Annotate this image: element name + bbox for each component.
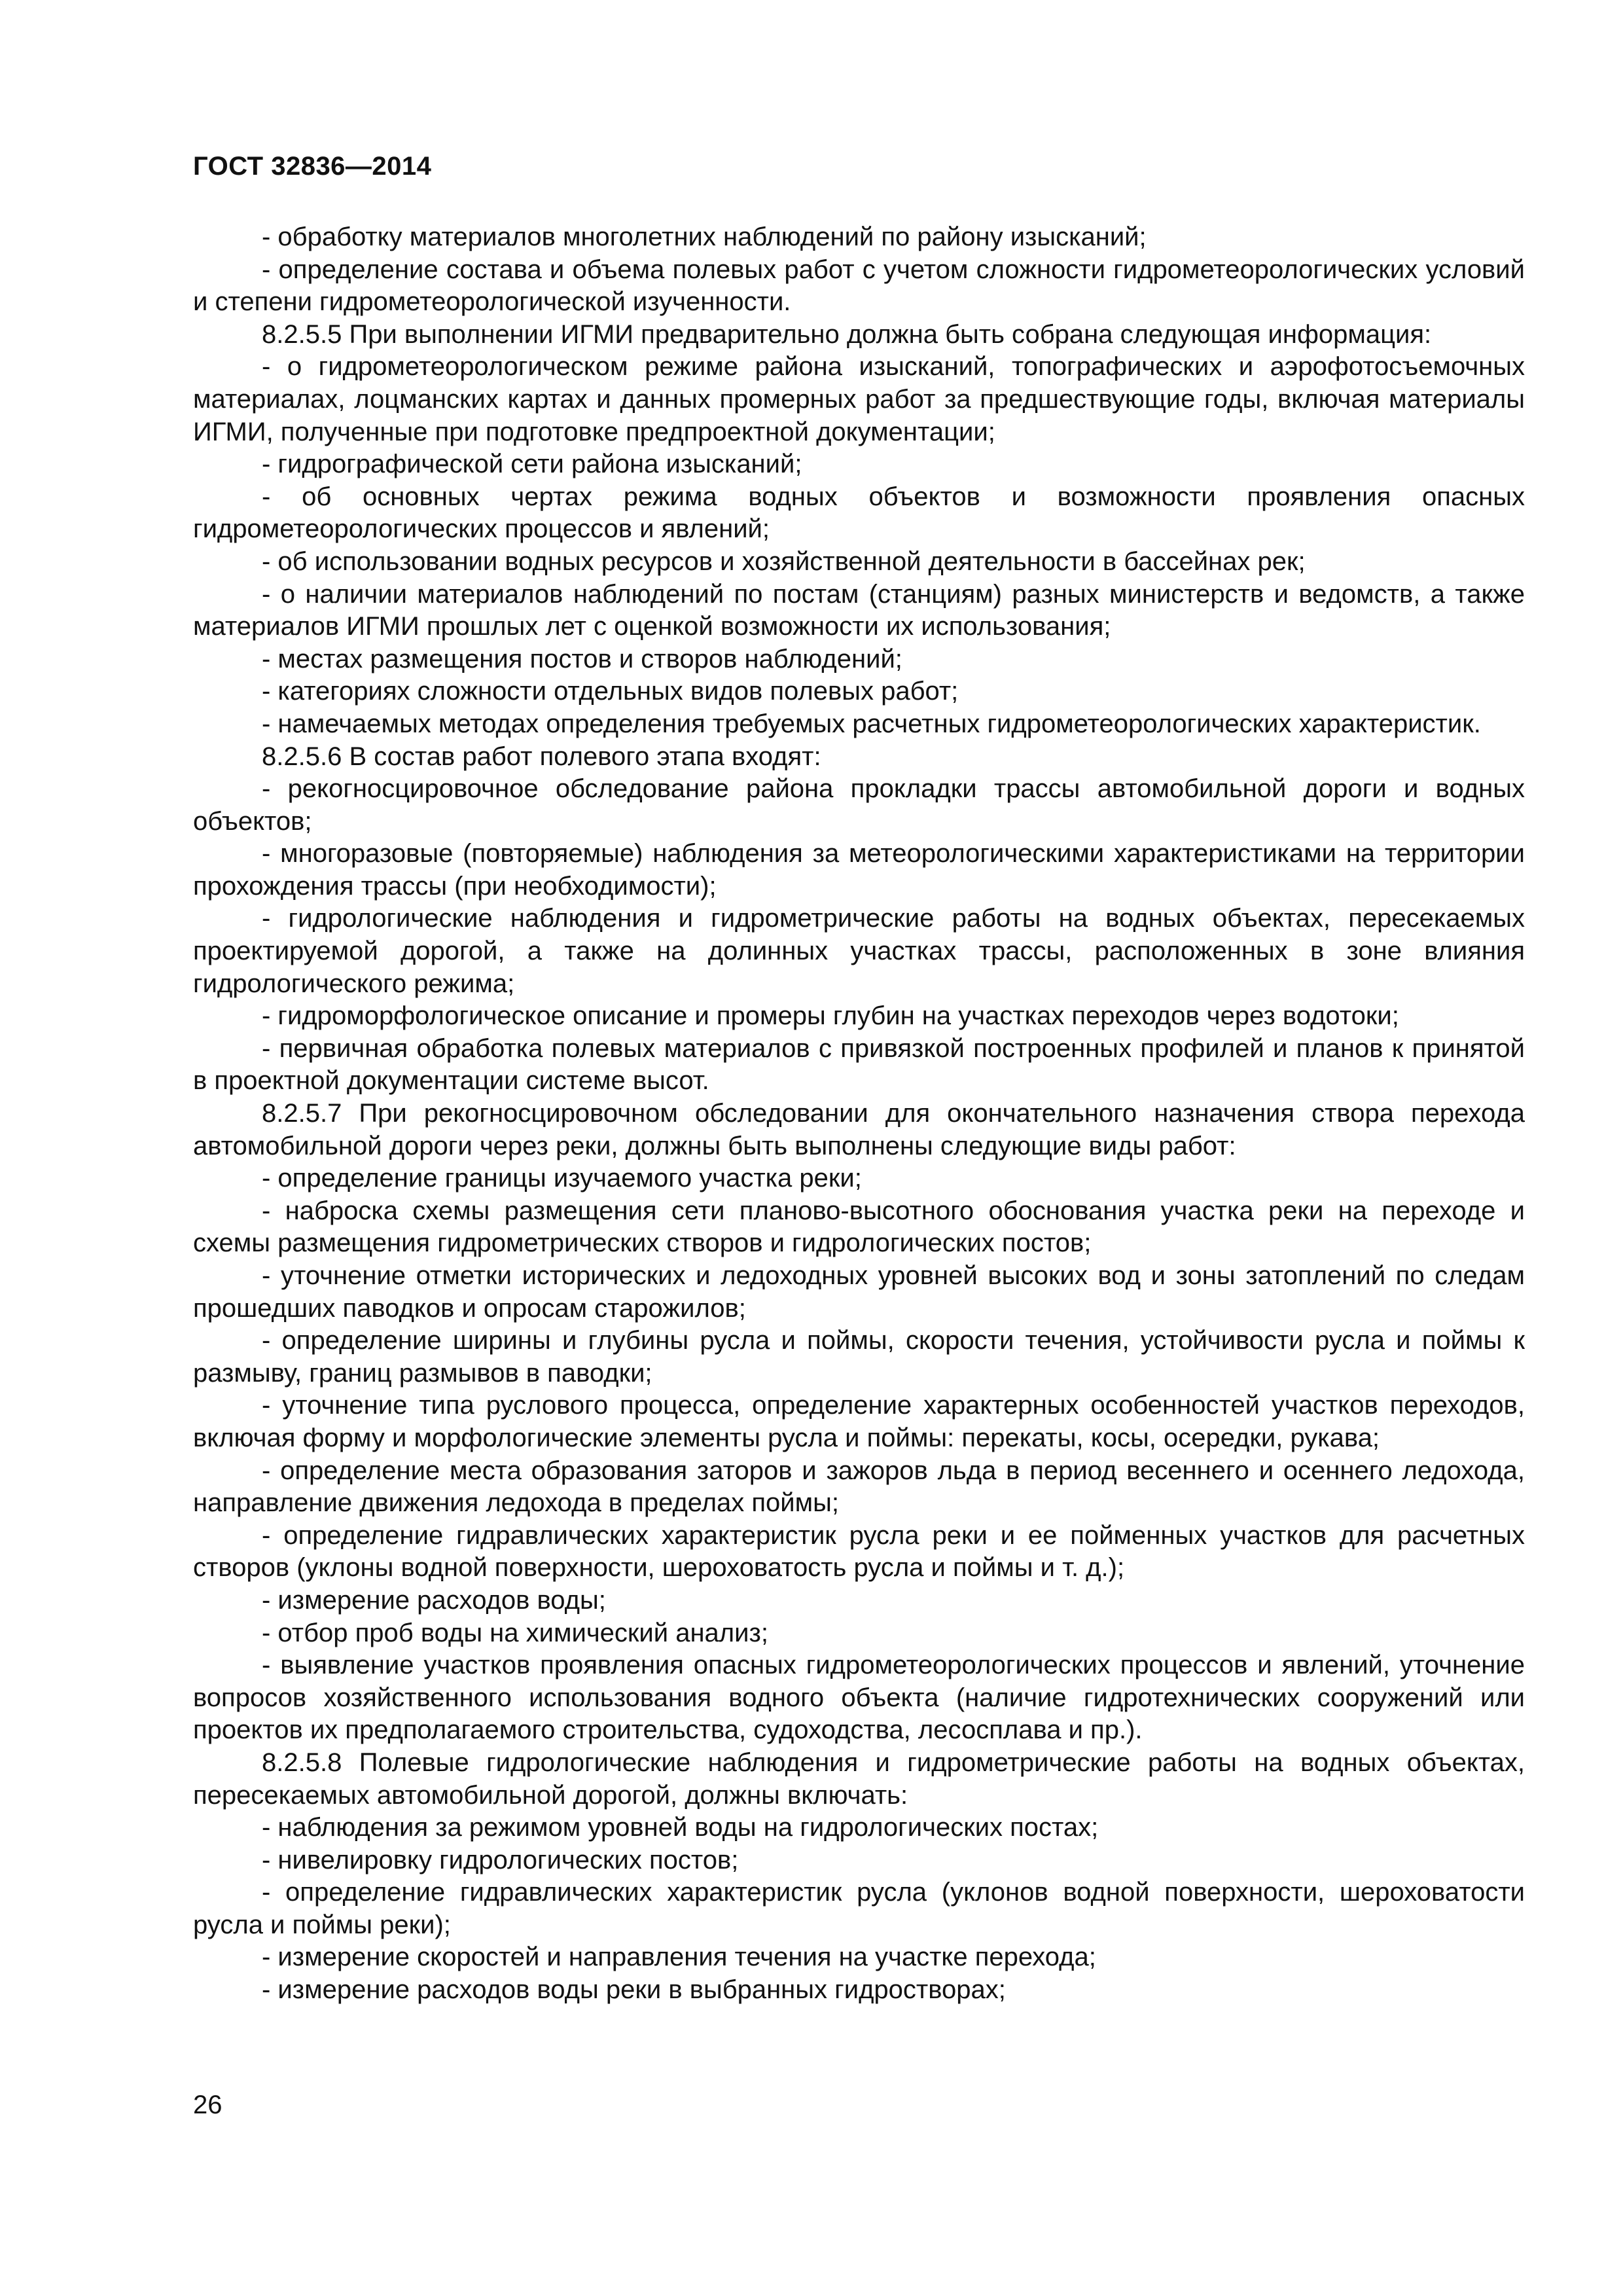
paragraph: - о наличии материалов наблюдений по постам (станциям) разных министерств и ведомств, а также материалов ИГМИ прошлых лет с оценкой возможности их использования; [193, 579, 1525, 641]
paragraph: - определение ширины и глубины русла и поймы, скорости течения, устойчивости русла и поймы к размыву, границ размывов в паводки; [193, 1326, 1525, 1388]
paragraph: - выявление участков проявления опасных гидрометеорологических процессов и явлений, уточнение вопросов хозяйственного использования водного объекта (наличие гидротехнических сооружений или проектов их предполагаемого строительства, судоходства, лесосплава и пр.). [193, 1651, 1525, 1745]
paragraph: - определение гидравлических характеристик русла (уклонов водной поверхности, шероховатости русла и поймы реки); [193, 1878, 1525, 1939]
paragraph: - об основных чертах режима водных объектов и возможности проявления опасных гидрометеорологических процессов и явлений; [193, 482, 1525, 544]
paragraph: - нивелировку гидрологических постов; [262, 1845, 739, 1874]
paragraph: - местах размещения постов и створов наблюдений; [262, 644, 902, 673]
paragraph: - измерение расходов воды реки в выбранных гидростворах; [262, 1975, 1006, 2005]
paragraph: - наброска схемы размещения сети планово-высотного обоснования участка реки на переходе и схемы размещения гидрометрических створов и гидрологических постов; [193, 1196, 1525, 1258]
paragraph: - измерение расходов воды; [262, 1585, 606, 1615]
paragraph: - определение гидравлических характеристик русла реки и ее пойменных участков для расчетных створов (уклоны водной поверхности, шероховатость русла и поймы и т. д.); [193, 1520, 1525, 1583]
paragraph: - определение состава и объема полевых работ с учетом сложности гидрометеорологических условий и степени гидрометеорологической изученности. [193, 255, 1525, 317]
paragraph: - первичная обработка полевых материалов с привязкой построенных профилей и планов к принятой в проектной документации системе высот. [193, 1033, 1525, 1096]
page-number: 26 [193, 2090, 223, 2119]
paragraph: - отбор проб воды на химический анализ; [262, 1618, 768, 1647]
document-code: ГОСТ 32836—2014 [193, 152, 432, 181]
paragraph: - гидроморфологическое описание и промеры глубин на участках переходов через водотоки; [262, 1001, 1399, 1031]
paragraph: - измерение скоростей и направления течения на участке перехода; [262, 1943, 1096, 1972]
paragraph: - уточнение отметки исторических и ледоходных уровней высоких вод и зоны затоплений по следам прошедших паводков и опросам старожилов; [193, 1261, 1525, 1323]
paragraph: 8.2.5.5 При выполнении ИГМИ предварительно должна быть собрана следующая информация: [262, 319, 1432, 349]
paragraph: - определение границы изучаемого участка реки; [262, 1164, 862, 1193]
paragraph: - рекогносцировочное обследование района прокладки трассы автомобильной дороги и водных объектов; [193, 774, 1525, 836]
paragraph: 8.2.5.7 При рекогносцировочном обследовании для окончательного назначения створа перехода автомобильной дороги через реки, должны быть выполнены следующие виды работ: [193, 1099, 1525, 1160]
paragraph: - о гидрометеорологическом режиме района изысканий, топографических и аэрофотосъемочных материалах, лоцманских картах и данных промерных работ за предшествующие годы, включая материалы ИГМИ, полученные при подготовке предпроектной документации; [193, 352, 1525, 446]
paragraph: - гидрологические наблюдения и гидрометрические работы на водных объектах, пересекаемых проектируемой дорогой, а также на долинных участках трассы, расположенных в зоне влияния гидрологического режима; [193, 904, 1525, 998]
paragraph: - уточнение типа руслового процесса, определение характерных особенностей участков переходов, включая форму и морфологические элементы русла и поймы: перекаты, косы, осередки, рукава; [193, 1391, 1525, 1452]
paragraph: - об использовании водных ресурсов и хозяйственной деятельности в бассейнах рек; [262, 547, 1306, 576]
paragraph: 8.2.5.8 Полевые гидрологические наблюдения и гидрометрические работы на водных объектах, пересекаемых автомобильной дорогой, должны включать: [193, 1748, 1525, 1810]
paragraph: - категориях сложности отдельных видов полевых работ; [262, 677, 959, 706]
paragraph: - многоразовые (повторяемые) наблюдения за метеорологическими характеристиками на территории прохождения трассы (при необходимости); [193, 839, 1525, 901]
paragraph: 8.2.5.6 В состав работ полевого этапа входят: [262, 742, 821, 771]
paragraph: - обработку материалов многолетних наблюдений по району изысканий; [262, 223, 1147, 251]
paragraph: - определение места образования заторов и зажоров льда в период весеннего и осеннего ледохода, направление движения ледохода в пределах поймы; [193, 1456, 1525, 1518]
page-body [193, 221, 1525, 2007]
paragraph: - наблюдения за режимом уровней воды на гидрологических постах; [262, 1813, 1099, 1842]
paragraph: - намечаемых методах определения требуемых расчетных гидрометеорологических характеристик. [262, 709, 1481, 738]
paragraph: - гидрографической сети района изысканий; [262, 450, 802, 479]
